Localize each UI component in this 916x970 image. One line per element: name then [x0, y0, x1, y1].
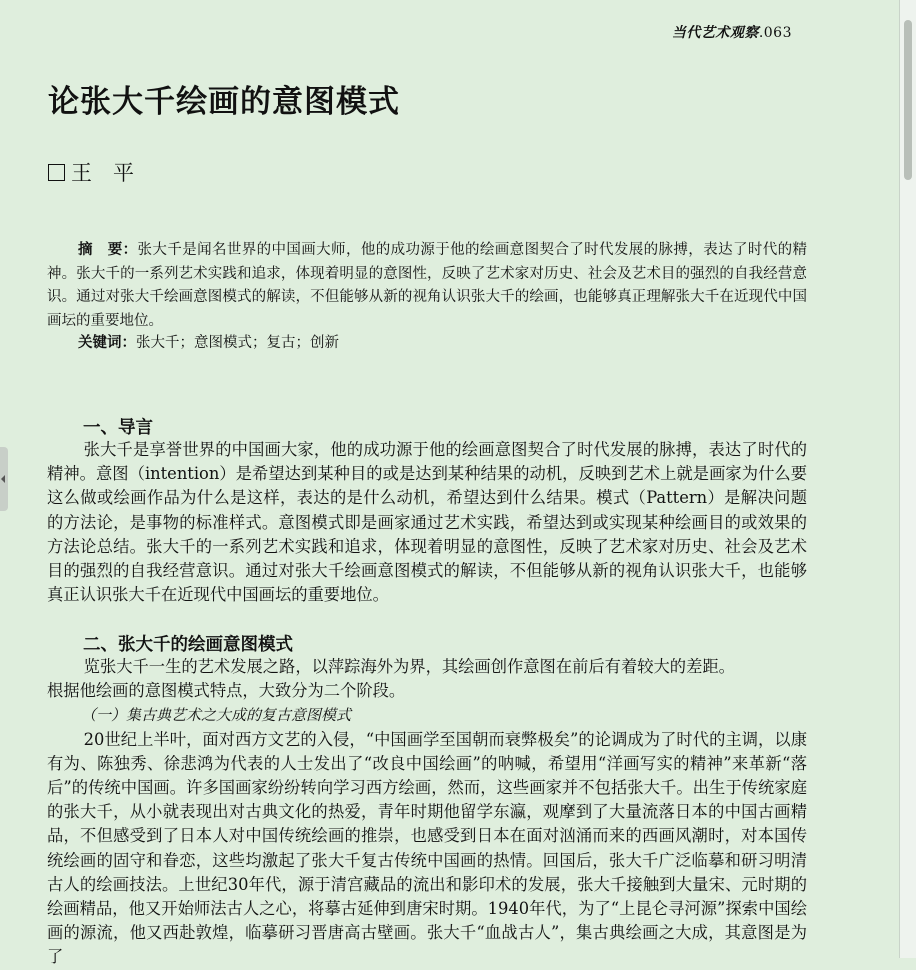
subsection-heading: （一）集古典艺术之大成的复古意图模式 [81, 706, 352, 725]
abstract-text: 张大千是闻名世界的中国画大师，他的成功源于他的绘画意图契合了时代发展的脉搏，表达了时代的精神。张大千的一系列艺术实践和追求，体现着明显的意图性，反映了艺术家对历史、社会及艺术目的强烈的自我经营意识。通过对张大千绘画意图模式的解读，不但能够从新的视角认识张大千的绘画，也能够真正理解张大千在近现代中国画坛的重要地位。 [47, 242, 808, 329]
section-patterns-body [47, 655, 807, 970]
journal-name: 当代艺术观察 [671, 25, 759, 41]
article-title: 论张大千绘画的意图模式 [48, 84, 400, 120]
section-heading-intro: 一、导言 [83, 418, 153, 438]
paragraph: 20世纪上半叶，面对西方文艺的入侵，“中国画学至国朝而衰弊极矣”的论调成为了时代的主调，以康有为、陈独秀、徐悲鸿为代表的人士发出了“改良中国绘画”的呐喊，希望用“洋画写实的精神”来革新“落后”的传统中国画。许多国画家纷纷转向学习西方绘画，然而，这些画家并不包括张大千。出生于传统家庭的张大千，从小就表现出对古典文化的热爱，青年时期他留学东瀛，观摩到了大量流落日本的中国古画精品，不但感受到了日本人对中国传统绘画的推崇，也感受到日本在面对汹涌而来的西画风潮时，对本国传统绘画的固守和眷恋，这些均激起了张大千复古传统中国画的热情。回国后，张大千广泛临摹和研习明清古人的绘画技法。上世纪30年代，源于清宫藏品的流出和影印术的发展，张大千接触到大量宋、元时期的绘画精品，他又开始师法古人之心，将摹古延伸到唐宋时期。1940年代，为了“上昆仑寻河源”探索中国绘画的源流，他又西赴敦煌，临摹研习晋唐高古壁画。张大千“血战古人”，集古典绘画之大成，其意图是为了 [47, 729, 807, 967]
abstract-label: 摘 要： [78, 241, 138, 258]
author-line [48, 157, 134, 187]
side-panel-toggle[interactable] [0, 447, 8, 511]
author-name: 王 平 [71, 161, 134, 185]
paragraph: 根据他绘画的意图模式特点，大致分为二个阶段。 [47, 681, 406, 701]
keywords-label: 关键词： [78, 334, 136, 351]
vertical-scrollbar[interactable] [899, 0, 916, 958]
abstract [47, 238, 807, 333]
running-header [672, 22, 792, 42]
keywords-text: 张大千；意图模式；复古；创新 [136, 335, 339, 351]
section-intro-body [47, 438, 807, 607]
author-box-icon [48, 164, 65, 181]
page-number: .063 [758, 25, 792, 41]
scrollbar-thumb[interactable] [904, 20, 912, 180]
section-heading-patterns: 二、张大千的绘画意图模式 [83, 635, 293, 655]
paragraph: 览张大千一生的艺术发展之路，以萍踪海外为界，其绘画创作意图在前后有着较大的差距。 [83, 657, 735, 676]
keywords [78, 331, 339, 356]
paragraph: 张大千是享誉世界的中国画大家，他的成功源于他的绘画意图契合了时代发展的脉搏，表达了时代的精神。意图（intention）是希望达到某种目的或是达到某种结果的动机，反映到艺术上就是画家为什么要这么做或绘画作品为什么是这样，表达的是什么动机，希望达到什么结果。模式（Pattern）是解决问题的方法论，是事物的标准样式。意图模式即是画家通过艺术实践，希望达到或实现某种绘画目的或效果的方法论总结。张大千的一系列艺术实践和追求，体现着明显的意图性，反映了艺术家对历史、社会及艺术目的强烈的自我经营意识。通过对张大千绘画意图模式的解读，不但能够从新的视角认识张大千，也能够真正认识张大千在近现代中国画坛的重要地位。 [47, 440, 807, 605]
